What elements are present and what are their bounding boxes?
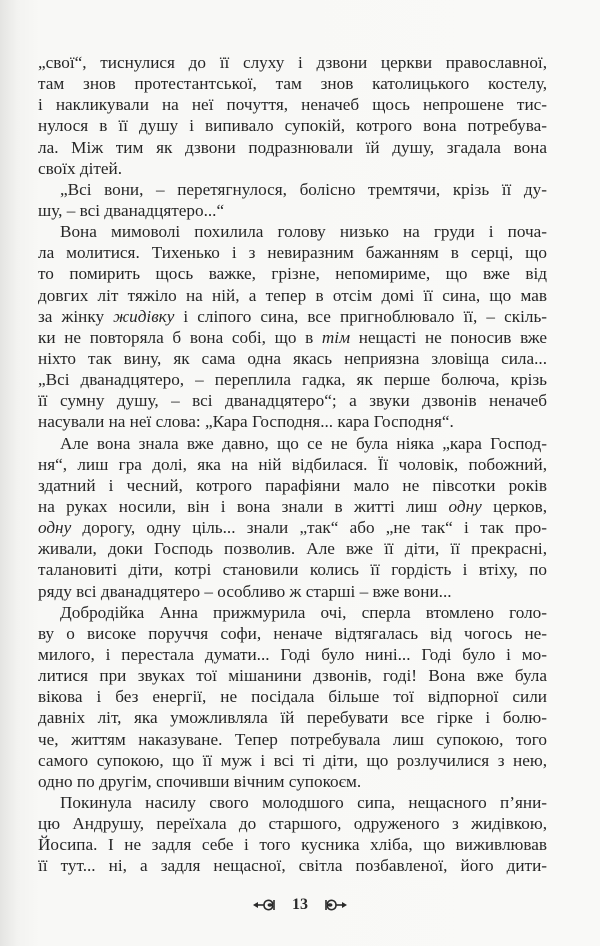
text-segment: че, життям наказуване. Тепер потребувала лиш супокою, того (38, 729, 547, 749)
text-segment: Покинула насилу свого молодшого сипа, нещасного п’яни- (60, 792, 547, 812)
text-segment: давніх літ, яка уможливляла їй перебувати все гірке і болю- (38, 708, 547, 728)
text-segment: здатний і чесний, котрого парафіяни мало не півсотки років (38, 475, 547, 495)
text-segment: Добродійка Анна прижмурила очі, сперла втомлено голо- (60, 602, 547, 622)
text-line (38, 686, 547, 707)
text-line (38, 327, 547, 348)
ornament-right-icon (322, 897, 348, 913)
text-line (38, 750, 547, 771)
text-line (38, 390, 547, 411)
text-segment: своїх дітей. (38, 158, 123, 178)
text-line (38, 834, 547, 855)
text-segment: вікова і без енергії, не посідала більше тої відпорної сили (38, 687, 547, 707)
page-footer (0, 896, 600, 914)
text-segment: нещасті не поносив вже (350, 327, 547, 347)
text-segment: насували на неї слова: „Кара Господня... кара Господня“. (38, 412, 454, 432)
text-line (38, 623, 547, 644)
text-segment: і накликували на неї почуття, неначеб щось непрошене тис- (38, 95, 547, 115)
text-segment: Вона мимоволі похилила голову низько на груди і поча- (60, 222, 547, 242)
text-line (38, 538, 547, 559)
text-segment: за жінку (38, 306, 114, 326)
text-line (38, 707, 547, 728)
text-line (38, 306, 547, 327)
text-segment: там знов протестантської, там знов католицького костелу, (38, 74, 547, 94)
text-segment: на руках носили, він і вона знали в житті лиш (38, 496, 449, 516)
text-segment: її тут... ні, а задля нещасної, світла позбавленої, його дити- (38, 856, 547, 876)
text-line (38, 200, 547, 221)
text-line (38, 475, 547, 496)
text-segment: „Всі вони, – перетягнулося, болісно тремтячи, крізь її ду- (60, 179, 547, 199)
text-line (38, 581, 547, 602)
text-line (38, 644, 547, 665)
italic-text: одну (38, 518, 72, 538)
text-segment: одно по другім, спочивши вічним супокоєм. (38, 771, 362, 791)
text-line (38, 369, 547, 390)
text-line (38, 158, 547, 179)
text-segment: довгих літ тяжіло на ній, а тепер в отсім домі її сина, що мав (38, 285, 547, 305)
text-line (38, 517, 547, 538)
text-line (38, 813, 547, 834)
text-line (38, 115, 547, 136)
text-line (38, 221, 547, 242)
text-line (38, 602, 547, 623)
text-segment: і сліпого сина, все пригноблювало її, – скіль- (174, 306, 547, 326)
text-line (38, 729, 547, 750)
text-line (38, 285, 547, 306)
text-segment: ніхто так вину, як сама одна якась неприязна зловіща сила... (38, 348, 547, 368)
text-segment: дорогу, одну ціль... знали „так“ або „не так“ і так про- (71, 518, 547, 538)
text-segment: ня“, лиш гра долі, яка на ній відбилася. Її чоловік, побожний, (38, 454, 547, 474)
italic-text: тім (321, 327, 351, 347)
text-segment: Але вона знала вже давно, що се не була ніяка „кара Господ- (60, 433, 547, 453)
text-line (38, 348, 547, 369)
text-segment: ла. Між тим як дзвони подразнювали їй душу, згадала вона (38, 137, 547, 157)
text-segment: Йосипа. І не задля себе і того кусника хліба, що виживлював (38, 835, 547, 855)
text-line (38, 411, 547, 432)
ornament-left-icon (252, 897, 278, 913)
text-line (38, 855, 547, 876)
text-segment: ряду всі дванадцятеро – особливо ж старші – вже вони... (38, 581, 452, 601)
text-segment: литися при звуках тої мішанини дзвонів, годі! Вона вже була (38, 666, 547, 686)
text-segment: милого, і перестала думати... Годі було нині... Годі було і мо- (38, 644, 547, 664)
text-segment: живали, доки Господь позволив. Але вже її діти, її прекрасні, (38, 539, 547, 559)
text-line (38, 242, 547, 263)
text-segment: нулося в її душу і випивало супокій, котрого вона потребува- (38, 116, 547, 136)
text-segment: самого супокою, що її муж і всі ті діти, що розлучилися з нею, (38, 750, 547, 770)
text-line (38, 73, 547, 94)
text-line (38, 263, 547, 284)
text-segment: ву о високе поруччя софи, неначе відтягалась від чогось не- (38, 623, 547, 643)
text-line (38, 179, 547, 200)
text-segment: ки не повторяла б вона собі, що в (38, 327, 322, 347)
italic-text: жидівку (113, 306, 175, 326)
text-segment: то помирить щось важке, грізне, непомириме, що вже від (38, 264, 547, 284)
text-line (38, 792, 547, 813)
text-line (38, 559, 547, 580)
text-segment: талановиті діти, котрі становили колись її гордість і втіху, по (38, 560, 547, 580)
text-segment: її сумну душу, – всі дванадцятеро“; а звуки дзвонів неначеб (38, 391, 547, 411)
italic-text: одну (448, 496, 482, 516)
text-segment: церков, (481, 496, 547, 516)
text-line (38, 433, 547, 454)
text-segment: цю Андрушу, переїхала до старшого, одруженого з жидівкою, (38, 814, 547, 834)
text-line (38, 94, 547, 115)
text-segment: ла молитися. Тихенько і з невиразним бажанням в серці, що (38, 243, 547, 263)
text-line (38, 665, 547, 686)
page-number: 13 (292, 896, 308, 914)
body-text (38, 52, 547, 876)
text-segment: шу, – всі дванадцятеро...“ (38, 200, 225, 220)
text-line (38, 137, 547, 158)
text-line (38, 771, 547, 792)
text-line (38, 52, 547, 73)
text-segment: „свої“, тиснулися до її слуху і дзвони церкви православної, (38, 53, 547, 72)
text-line (38, 454, 547, 475)
text-segment: „Всі дванадцятеро, – переплила гадка, як перше болюча, крізь (38, 370, 547, 390)
text-line (38, 496, 547, 517)
